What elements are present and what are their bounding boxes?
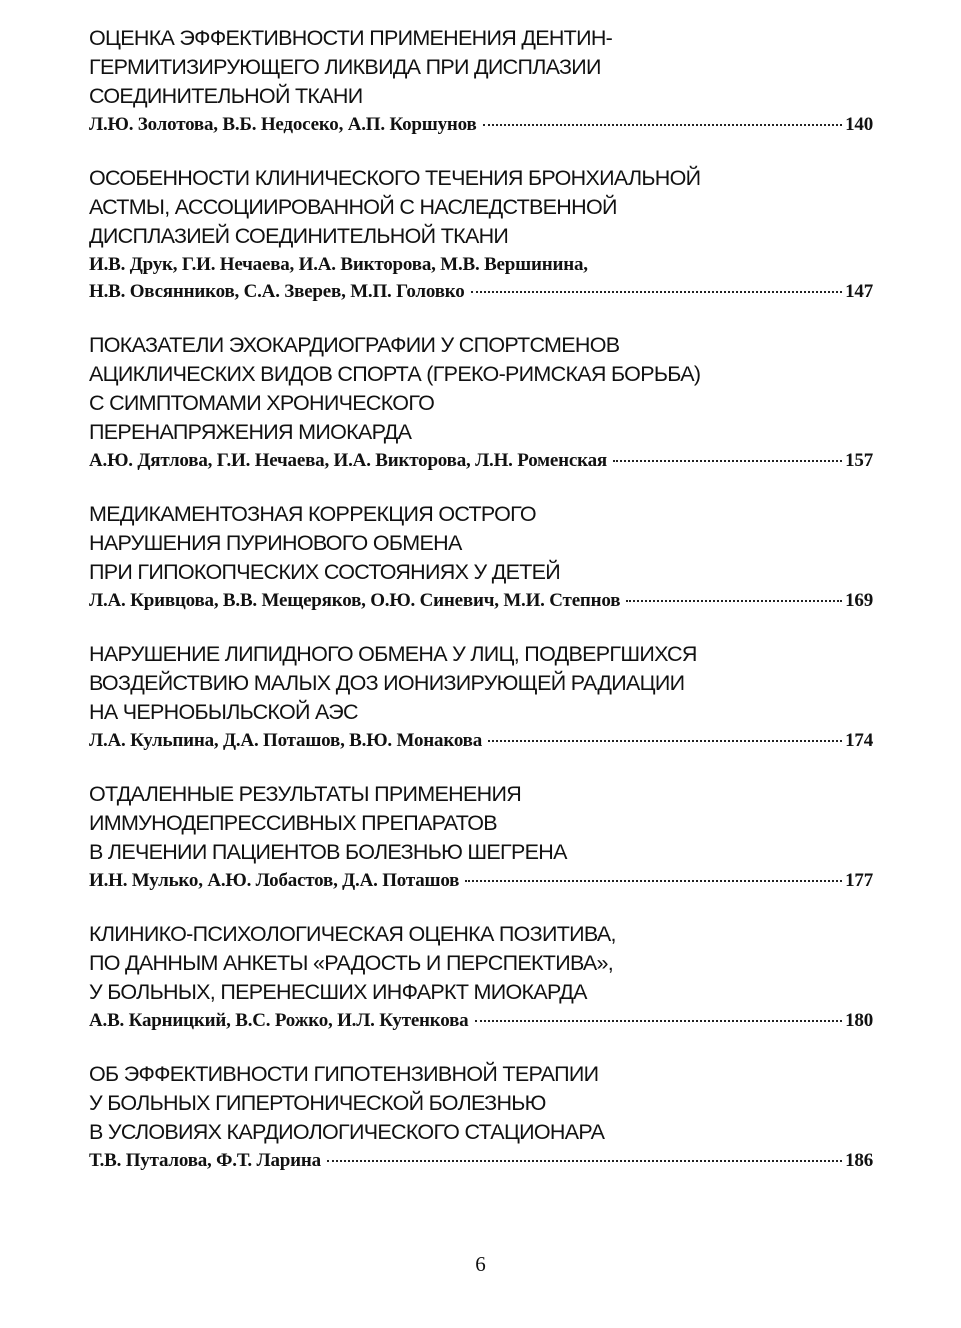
entry-page-number: 147 xyxy=(845,281,873,302)
entry-authors: А.Ю. Дятлова, Г.И. Нечаева, И.А. Викторова, Л.Н. Роменская xyxy=(89,450,607,471)
entry-authors-row xyxy=(89,727,873,754)
dot-leader xyxy=(488,740,842,742)
entry-title-line: ОБ ЭФФЕКТИВНОСТИ ГИПОТЕНЗИВНОЙ ТЕРАПИИ xyxy=(89,1062,599,1086)
entry-title-line: ОСОБЕННОСТИ КЛИНИЧЕСКОГО ТЕЧЕНИЯ БРОНХИАЛЬНОЙ xyxy=(89,166,701,190)
dot-leader xyxy=(475,1020,843,1022)
entry-title-line: МЕДИКАМЕНТОЗНАЯ КОРРЕКЦИЯ ОСТРОГО xyxy=(89,502,536,526)
entry-authors: А.В. Карницкий, В.С. Рожко, И.Л. Кутенкова xyxy=(89,1010,469,1031)
entry-authors: Л.А. Кривцова, В.В. Мещеряков, О.Ю. Синевич, М.И. Степнов xyxy=(89,590,621,611)
entry-title-line: ОТДАЛЕННЫЕ РЕЗУЛЬТАТЫ ПРИМЕНЕНИЯ xyxy=(89,782,522,806)
entry-page-number: 180 xyxy=(845,1010,873,1031)
entry-authors-row xyxy=(89,587,873,614)
toc-entry xyxy=(89,500,873,614)
entry-authors-row xyxy=(89,1147,873,1174)
entry-page-number: 157 xyxy=(845,450,873,471)
toc-entry xyxy=(89,780,873,894)
entry-title-line: ГЕРМИТИЗИРУЮЩЕГО ЛИКВИДА ПРИ ДИСПЛАЗИИ xyxy=(89,55,601,79)
entry-authors: И.Н. Мулько, А.Ю. Лобастов, Д.А. Поташов xyxy=(89,870,460,891)
dot-leader xyxy=(327,1160,842,1162)
toc-entry xyxy=(89,920,873,1034)
dot-leader xyxy=(626,600,842,602)
entry-title-line: ПЕРЕНАПРЯЖЕНИЯ МИОКАРДА xyxy=(89,420,412,444)
entry-title-line: СОЕДИНИТЕЛЬНОЙ ТКАНИ xyxy=(89,84,363,108)
dot-leader xyxy=(613,460,842,462)
entry-page-number: 177 xyxy=(845,870,873,891)
entry-title-line: ОЦЕНКА ЭФФЕКТИВНОСТИ ПРИМЕНЕНИЯ ДЕНТИН- xyxy=(89,26,613,50)
entry-title-line: ИММУНОДЕПРЕССИВНЫХ ПРЕПАРАТОВ xyxy=(89,811,497,835)
dot-leader xyxy=(483,124,843,126)
dot-leader xyxy=(471,291,843,293)
entry-title-line: У БОЛЬНЫХ, ПЕРЕНЕСШИХ ИНФАРКТ МИОКАРДА xyxy=(89,980,587,1004)
entry-title-line: У БОЛЬНЫХ ГИПЕРТОНИЧЕСКОЙ БОЛЕЗНЬЮ xyxy=(89,1091,546,1115)
entry-title-line: С СИМПТОМАМИ ХРОНИЧЕСКОГО xyxy=(89,391,435,415)
entry-title-line: В ЛЕЧЕНИИ ПАЦИЕНТОВ БОЛЕЗНЬЮ ШЕГРЕНА xyxy=(89,840,567,864)
entry-authors-line: И.В. Друк, Г.И. Нечаева, И.А. Викторова, М.В. Вершинина, xyxy=(89,254,588,275)
entry-title-line: АЦИКЛИЧЕСКИХ ВИДОВ СПОРТА (ГРЕКО-РИМСКАЯ БОРЬБА) xyxy=(89,362,701,386)
entry-title-line: КЛИНИКО-ПСИХОЛОГИЧЕСКАЯ ОЦЕНКА ПОЗИТИВА, xyxy=(89,922,616,946)
toc-entry xyxy=(89,24,873,138)
entry-authors-row xyxy=(89,278,873,305)
entry-title-line: В УСЛОВИЯХ КАРДИОЛОГИЧЕСКОГО СТАЦИОНАРА xyxy=(89,1120,605,1144)
entry-title-line: ПОКАЗАТЕЛИ ЭХОКАРДИОГРАФИИ У СПОРТСМЕНОВ xyxy=(89,333,620,357)
entry-page-number: 169 xyxy=(845,590,873,611)
entry-title-line: НА ЧЕРНОБЫЛЬСКОЙ АЭС xyxy=(89,700,358,724)
table-of-contents xyxy=(89,24,873,1200)
entry-authors: Л.Ю. Золотова, В.Б. Недосеко, А.П. Коршунов xyxy=(89,114,477,135)
entry-title-line: НАРУШЕНИЕ ЛИПИДНОГО ОБМЕНА У ЛИЦ, ПОДВЕРГШИХСЯ xyxy=(89,642,697,666)
toc-entry xyxy=(89,640,873,754)
entry-authors: Т.В. Путалова, Ф.Т. Ларина xyxy=(89,1150,321,1171)
entry-authors-row xyxy=(89,447,873,474)
page-number: 6 xyxy=(475,1252,486,1276)
entry-title-line: АСТМЫ, АССОЦИИРОВАННОЙ С НАСЛЕДСТВЕННОЙ xyxy=(89,195,617,219)
entry-page-number: 186 xyxy=(845,1150,873,1171)
entry-title-line: НАРУШЕНИЯ ПУРИНОВОГО ОБМЕНА xyxy=(89,531,462,555)
entry-title-line: ВОЗДЕЙСТВИЮ МАЛЫХ ДОЗ ИОНИЗИРУЮЩЕЙ РАДИАЦИИ xyxy=(89,671,685,695)
entry-page-number: 174 xyxy=(845,730,873,751)
entry-authors-row xyxy=(89,1007,873,1034)
entry-page-number: 140 xyxy=(845,114,873,135)
entry-title-line: ПРИ ГИПОКОПЧЕСКИХ СОСТОЯНИЯХ У ДЕТЕЙ xyxy=(89,560,561,584)
entry-title-line: ДИСПЛАЗИЕЙ СОЕДИНИТЕЛЬНОЙ ТКАНИ xyxy=(89,224,509,248)
entry-authors: Л.А. Кульпина, Д.А. Поташов, В.Ю. Монакова xyxy=(89,730,483,751)
toc-entry xyxy=(89,164,873,305)
toc-entry xyxy=(89,331,873,474)
entry-title-line: ПО ДАННЫМ АНКЕТЫ «РАДОСТЬ И ПЕРСПЕКТИВА», xyxy=(89,951,614,975)
entry-authors-row xyxy=(89,111,873,138)
dot-leader xyxy=(465,880,842,882)
toc-entry xyxy=(89,1060,873,1174)
entry-authors-row xyxy=(89,867,873,894)
entry-authors: Н.В. Овсянников, С.А. Зверев, М.П. Головко xyxy=(89,281,465,302)
